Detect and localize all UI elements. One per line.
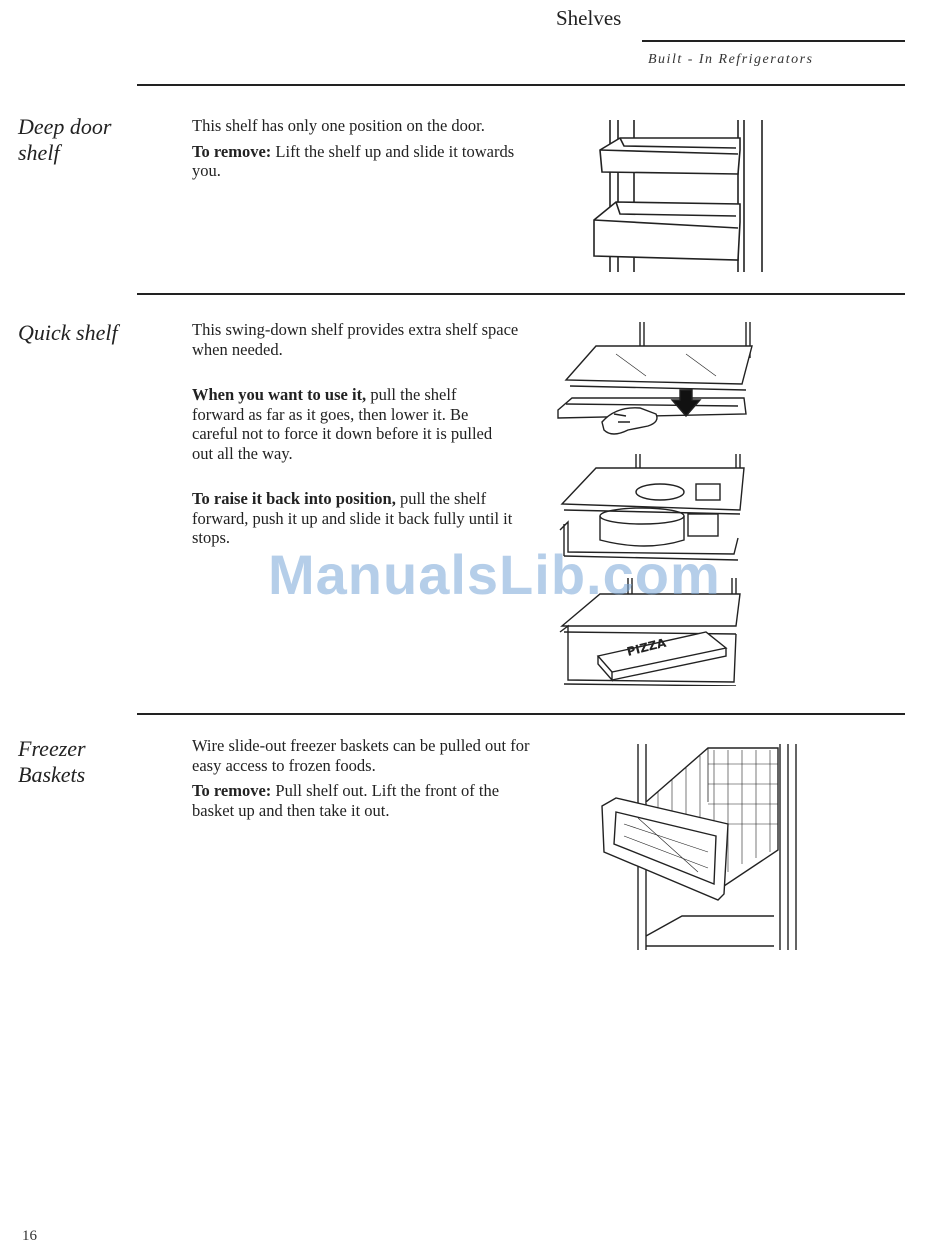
deep-door-shelf-illustration — [590, 116, 770, 276]
quick-shelf-lowering-illustration — [556, 318, 756, 440]
section-text-deep-door-shelf — [192, 116, 522, 187]
section-title-quick-shelf: Quick shelf — [18, 320, 118, 345]
paragraph: To raise it back into position, pull the shelf forward, push it up and slide it back fully until it stops. — [192, 489, 513, 547]
pizza-box-label: PIZZA — [625, 635, 668, 659]
section-text-quick-shelf — [192, 320, 542, 554]
paragraph: When you want to use it, pull the shelf forward as far as it goes, then lower it. Be careful not to force it down before it is pulled out all the way. — [192, 385, 493, 463]
page-number: 16 — [22, 1228, 37, 1244]
section-title-deep-door-shelf: Deep door shelf — [18, 114, 112, 165]
page-subtitle: Built - In Refrigerators — [648, 52, 814, 67]
header-rule — [642, 40, 905, 42]
header-divider — [137, 84, 905, 86]
section-divider — [137, 713, 905, 715]
page-title: Shelves — [556, 6, 622, 30]
paragraph: This shelf has only one position on the door. — [192, 116, 485, 135]
paragraph: Wire slide-out freezer baskets can be pulled out for easy access to frozen foods. — [192, 736, 530, 775]
watermark: ManualsLib.com — [268, 543, 721, 606]
paragraph: This swing-down shelf provides extra shelf space when needed. — [192, 320, 519, 359]
paragraph: To remove: Lift the shelf up and slide it towards you. — [192, 141, 515, 180]
freezer-basket-illustration — [598, 740, 804, 952]
section-title-freezer-baskets: Freezer Baskets — [18, 736, 86, 787]
paragraph: To remove: Pull shelf out. Lift the front of the basket up and then take it out. — [192, 781, 500, 820]
section-divider — [137, 293, 905, 295]
section-text-freezer-baskets — [192, 736, 542, 826]
